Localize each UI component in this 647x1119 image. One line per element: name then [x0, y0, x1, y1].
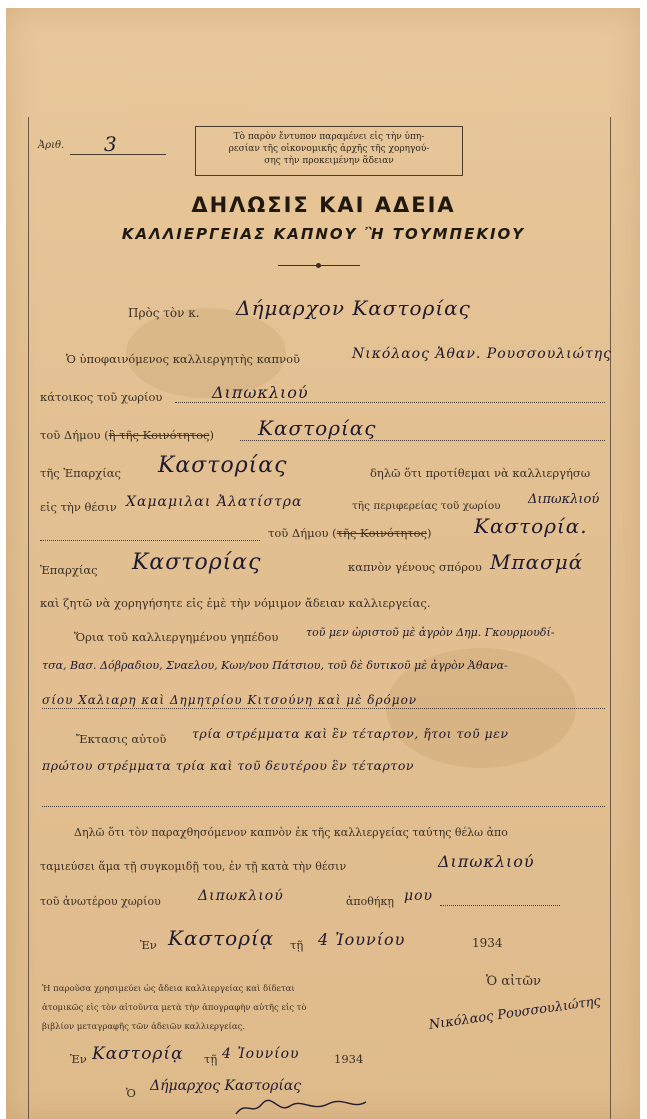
resident-label: κάτοικος τοῦ χωρίου: [40, 390, 163, 404]
applicant-label: Ὁ αἰτῶν: [486, 974, 541, 989]
fill-line: [42, 708, 605, 709]
issue-te: τῇ: [204, 1052, 218, 1066]
fill-line: [40, 540, 260, 541]
issue-date: 4 Ἰουνίου: [222, 1046, 300, 1062]
number-value: 3: [104, 132, 118, 156]
fill-line: [440, 905, 560, 906]
extent-line-1: τρία στρέμματα καὶ ἓν τέταρτον, ἤτοι τοῦ μεν: [192, 726, 509, 741]
footnote-line: ἀτομικῶς εἰς τὸν αἰτοῦντα μετὰ τὴν ἀπογραφὴν αὐτῆς εἰς τὸ: [42, 1003, 307, 1013]
fill-line: [240, 440, 605, 441]
applicant-signature: Νικόλαος Ρουσσουλιώτης: [428, 993, 602, 1033]
warehouse-value: μου: [404, 888, 434, 904]
issue-year: 1934: [334, 1052, 364, 1066]
store-place: Διπωκλιού: [438, 852, 535, 871]
place-village: Διπωκλιού: [528, 492, 600, 507]
form-subtitle: ΚΑΛΛΙΕΡΓΕΙΑΣ ΚΑΠΝΟΥ Ἢ ΤΟΥΜΠΕΚΙΟΥ: [121, 225, 526, 243]
municipality2-label: τοῦ Δήμου (τῆς Κοινότητος): [268, 526, 432, 540]
date-te: τῇ: [290, 938, 304, 952]
title-ornament: [278, 264, 360, 267]
store-line-1: Δηλῶ ὅτι τὸν παραχθησόμενον καπνὸν ἐκ τῆς καλλιεργείας ταύτης θέλω ἀπο: [74, 826, 508, 839]
bounds-line-1: τοῦ μεν ὡριστοῦ μὲ ἀγρὸν Δημ. Γκουρμουδί-: [306, 626, 555, 639]
notice-box: [195, 126, 463, 176]
seed-value: Μπασμά: [490, 550, 584, 574]
date-place: Καστορίᾳ: [168, 926, 275, 950]
form-title: ΔΗΛΩΣΙΣ ΚΑΙ ΑΔΕΙΑ: [191, 193, 456, 217]
footnote: [42, 980, 397, 1037]
date-en: Ἐν: [140, 938, 157, 952]
province2-value: Καστορίας: [132, 550, 262, 575]
notice-line: ρεσίαν τῆς οἰκονομικῆς ἀρχῆς τῆς χορηγού-: [228, 144, 430, 154]
date-value: 4 Ἰουνίου: [318, 930, 406, 949]
extent-line-2: πρώτου στρέμματα τρία καὶ τοῦ δευτέρου ἓν τέταρτον: [42, 758, 414, 773]
place-label: εἰς τὴν θέσιν: [40, 500, 117, 514]
notice-line: σης τὴν προκειμένην ἄδειαν: [264, 156, 394, 166]
date-year: 1934: [472, 936, 503, 950]
issue-place: Καστορίᾳ: [92, 1044, 184, 1064]
footnote-line: βιβλίον μεταγραφῆς τῶν ἀδειῶν καλλιεργείας.: [42, 1022, 246, 1032]
official-signature-scribble: [232, 1098, 372, 1118]
store-line-2: ταμιεύσει ἅμα τῇ συγκομιδῇ του, ἐν τῇ κατὰ τὴν θέσιν: [40, 860, 347, 873]
official-prefix: Ὁ: [126, 1086, 136, 1100]
addressee-value: Δήμαρχον Καστορίας: [236, 296, 471, 320]
seed-label: καπνὸν γένους σπόρου: [348, 560, 482, 574]
issue-en: Ἐν: [70, 1052, 87, 1066]
municipality-label: τοῦ Δήμου (ἢ τῆς Κοινότητος): [40, 428, 214, 442]
signer-value: Νικόλαος Ἀθαν. Ρουσσουλιώτης: [352, 346, 612, 362]
store-village: Διπωκλιού: [198, 888, 284, 904]
addressee-label: Πρὸς τὸν κ.: [128, 306, 200, 320]
province2-label: Ἐπαρχίας: [40, 563, 98, 577]
fill-line: [175, 402, 605, 403]
extent-label: Ἔκτασις αὐτοῦ: [76, 732, 167, 746]
fill-line: [42, 806, 605, 807]
province-value: Καστορίας: [158, 453, 288, 478]
province-label: τῆς Ἐπαρχίας: [40, 466, 121, 480]
place-text: τῆς περιφερείας τοῦ χωρίου: [352, 500, 501, 512]
municipality-value: Καστορίας: [258, 416, 377, 440]
bounds-label: Ὅρια τοῦ καλλιεργημένου γηπέδου: [74, 630, 279, 644]
number-label: Ἀριθ.: [38, 140, 65, 151]
official-value: Δήμαρχος Καστορίας: [150, 1078, 302, 1094]
store-line-3: τοῦ ἀνωτέρου χωρίου: [40, 895, 161, 908]
notice-line: Τὸ παρὸν ἔντυπον παραμένει εἰς τὴν ὑπη-: [233, 132, 425, 142]
signer-label: Ὁ ὑποφαινόμενος καλλιεργητὴς καπνοῦ: [66, 352, 300, 366]
number-line: [70, 154, 166, 155]
province-text: δηλῶ ὅτι προτίθεμαι νὰ καλλιεργήσω: [370, 466, 591, 480]
resident-value: Διπωκλιού: [212, 383, 309, 402]
footnote-line: Ἡ παροῦσα χρησιμεύει ὡς ἄδεια καλλιεργείας καὶ δίδεται: [42, 984, 295, 994]
warehouse-label: ἀποθήκῃ: [346, 895, 394, 908]
place-value: Χαμαμιλαι Ἀλατίστρα: [126, 494, 303, 510]
bounds-line-3: σίου Χαλιαρη καὶ Δημητρίου Κιτσούνη καὶ μὲ δρόμον: [42, 693, 418, 707]
bounds-line-2: τσα, Βασ. Δόβραδιου, Σναελου, Κων/νου Πάτσιου, τοῦ δὲ δυτικοῦ μὲ ἀγρὸν Ἀθανα-: [42, 659, 508, 672]
municipality2-value: Καστορία.: [474, 514, 588, 538]
request-text: καὶ ζητῶ νὰ χορηγήσητε εἰς ἐμὲ τὴν νόμιμον ἄδειαν καλλιεργείας.: [40, 596, 431, 610]
